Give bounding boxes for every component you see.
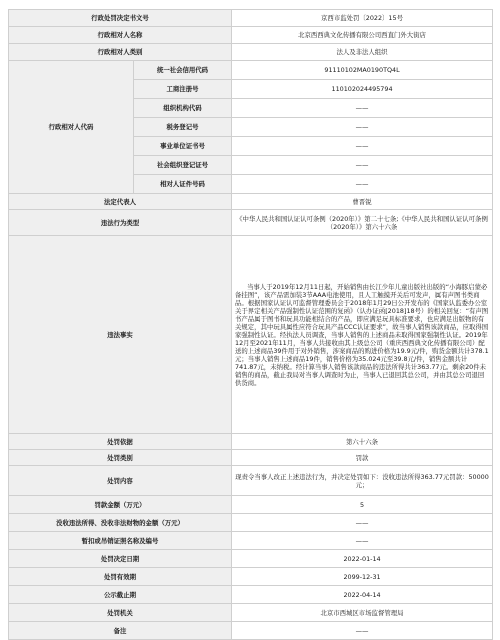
table-row — [9, 236, 493, 434]
institution-cert-label: 事业单位证书号 — [134, 137, 232, 156]
basis-value: 第六十六条 — [232, 434, 493, 450]
table-row — [9, 550, 493, 568]
table-row — [9, 496, 493, 514]
party-code-group-label: 行政相对人代码 — [9, 61, 134, 194]
fine-label: 罚款金额（万元） — [9, 496, 232, 514]
table-row — [9, 194, 493, 210]
table-row — [9, 450, 493, 466]
fine-value: 5 — [232, 496, 493, 514]
id-number-label: 相对人证件号码 — [134, 175, 232, 194]
table-row — [9, 586, 493, 604]
authority-label: 处罚机关 — [9, 604, 232, 622]
table-row — [9, 44, 493, 61]
confiscation-value: —— — [232, 514, 493, 532]
table-row — [9, 434, 493, 450]
facts-value: 当事人于2019年12月11日起，开始销售由长江少年儿童出版社出版的“小海豚启蒙必备挂图”，该产品需加装3节AAA电池使用，且人工触摸开关后可发声，属有声图书类商品。根据国家认证认可监督管理委员会于2018年1月29日公开发布的《国家认监委办公室关于界定相关产品强制性认证范围的复函》（认办证函[2018]18号）的相关回复：“有声图书产品属于图书和玩具功能相结合的产品，即应满足玩具标准要求，也应满足出版物的有关规定，其中玩具属性应符合玩具产品CCC认证要求”，故当事人销售该款商品，应取得国家强制性认证。经执法人员调查，当事人销售的上述商品未取得国家强制性认证。2019年12月至2021年11月，当事人共接收由其上级总公司（重庆西西典文化传播有限公司）配送的上述商品39件用于对外销售，涉案商品的购进价格为19.9元/件，购货金额共计378.1元；当事人销售上述商品19件，销售价格为35.024元至39.8元/件，销售金额共计741.87元，未纳税。经计算当事人销售该款商品的违法所得共计363.77元。剩余20件未销售的商品，截止我局对当事人调查时为止，当事人已退回其总公司，并由其总公司退回供货商。 — [232, 236, 493, 434]
decision-date-value: 2022-01-14 — [232, 550, 493, 568]
table-row — [9, 604, 493, 622]
table-row — [9, 532, 493, 550]
remarks-value: —— — [232, 622, 493, 640]
table-row — [9, 210, 493, 236]
tax-reg-value: —— — [232, 118, 493, 137]
table-row — [9, 514, 493, 532]
publicity-end-label: 公示截止期 — [9, 586, 232, 604]
category-value: 罚款 — [232, 450, 493, 466]
business-reg-value: 110102024495794 — [232, 80, 493, 99]
authority-value: 北京市西城区市场监督管理局 — [232, 604, 493, 622]
violation-type-label: 违法行为类型 — [9, 210, 232, 236]
content-label: 处罚内容 — [9, 466, 232, 496]
legal-rep-label: 法定代表人 — [9, 194, 232, 210]
decision-no-value: 京西市监处罚〔2022〕15号 — [232, 10, 493, 27]
remarks-label: 备注 — [9, 622, 232, 640]
org-code-label: 组织机构代码 — [134, 99, 232, 118]
content-value: 现责令当事人改正上述违法行为，并决定处罚如下：没收违法所得363.77元罚款：50000元； — [232, 466, 493, 496]
org-code-value: —— — [232, 99, 493, 118]
party-name-label: 行政相对人名称 — [9, 27, 232, 44]
business-reg-label: 工商注册号 — [134, 80, 232, 99]
basis-label: 处罚依据 — [9, 434, 232, 450]
table-row — [9, 568, 493, 586]
id-number-value: —— — [232, 175, 493, 194]
penalty-table — [8, 9, 493, 640]
suspension-value: —— — [232, 532, 493, 550]
table-row — [9, 10, 493, 27]
valid-until-value: 2099-12-31 — [232, 568, 493, 586]
facts-label: 违法事实 — [9, 236, 232, 434]
social-org-value: —— — [232, 156, 493, 175]
publicity-end-value: 2022-04-14 — [232, 586, 493, 604]
suspension-label: 暂扣或吊销证照名称及编号 — [9, 532, 232, 550]
violation-type-value: 《中华人民共和国认证认可条例（2020年）》第二十七条;《中华人民共和国认证认可条例（2020年）》第六十六条 — [232, 210, 493, 236]
decision-date-label: 处罚决定日期 — [9, 550, 232, 568]
table-row — [9, 622, 493, 640]
party-category-value: 法人及非法人组织 — [232, 44, 493, 61]
table-row — [9, 466, 493, 496]
legal-rep-value: 曹晋锐 — [232, 194, 493, 210]
decision-no-label: 行政处罚决定书文号 — [9, 10, 232, 27]
credit-code-value: 91110102MA0190TQ4L — [232, 61, 493, 80]
party-name-value: 北京西西典文化传播有限公司西直门外大街店 — [232, 27, 493, 44]
tax-reg-label: 税务登记号 — [134, 118, 232, 137]
social-org-label: 社会组织登记证号 — [134, 156, 232, 175]
category-label: 处罚类别 — [9, 450, 232, 466]
confiscation-label: 没收违法所得、没收非法财物的金额（万元） — [9, 514, 232, 532]
party-category-label: 行政相对人类别 — [9, 44, 232, 61]
credit-code-label: 统一社会信用代码 — [134, 61, 232, 80]
table-row — [9, 61, 493, 80]
table-row — [9, 27, 493, 44]
institution-cert-value: —— — [232, 137, 493, 156]
valid-until-label: 处罚有效期 — [9, 568, 232, 586]
